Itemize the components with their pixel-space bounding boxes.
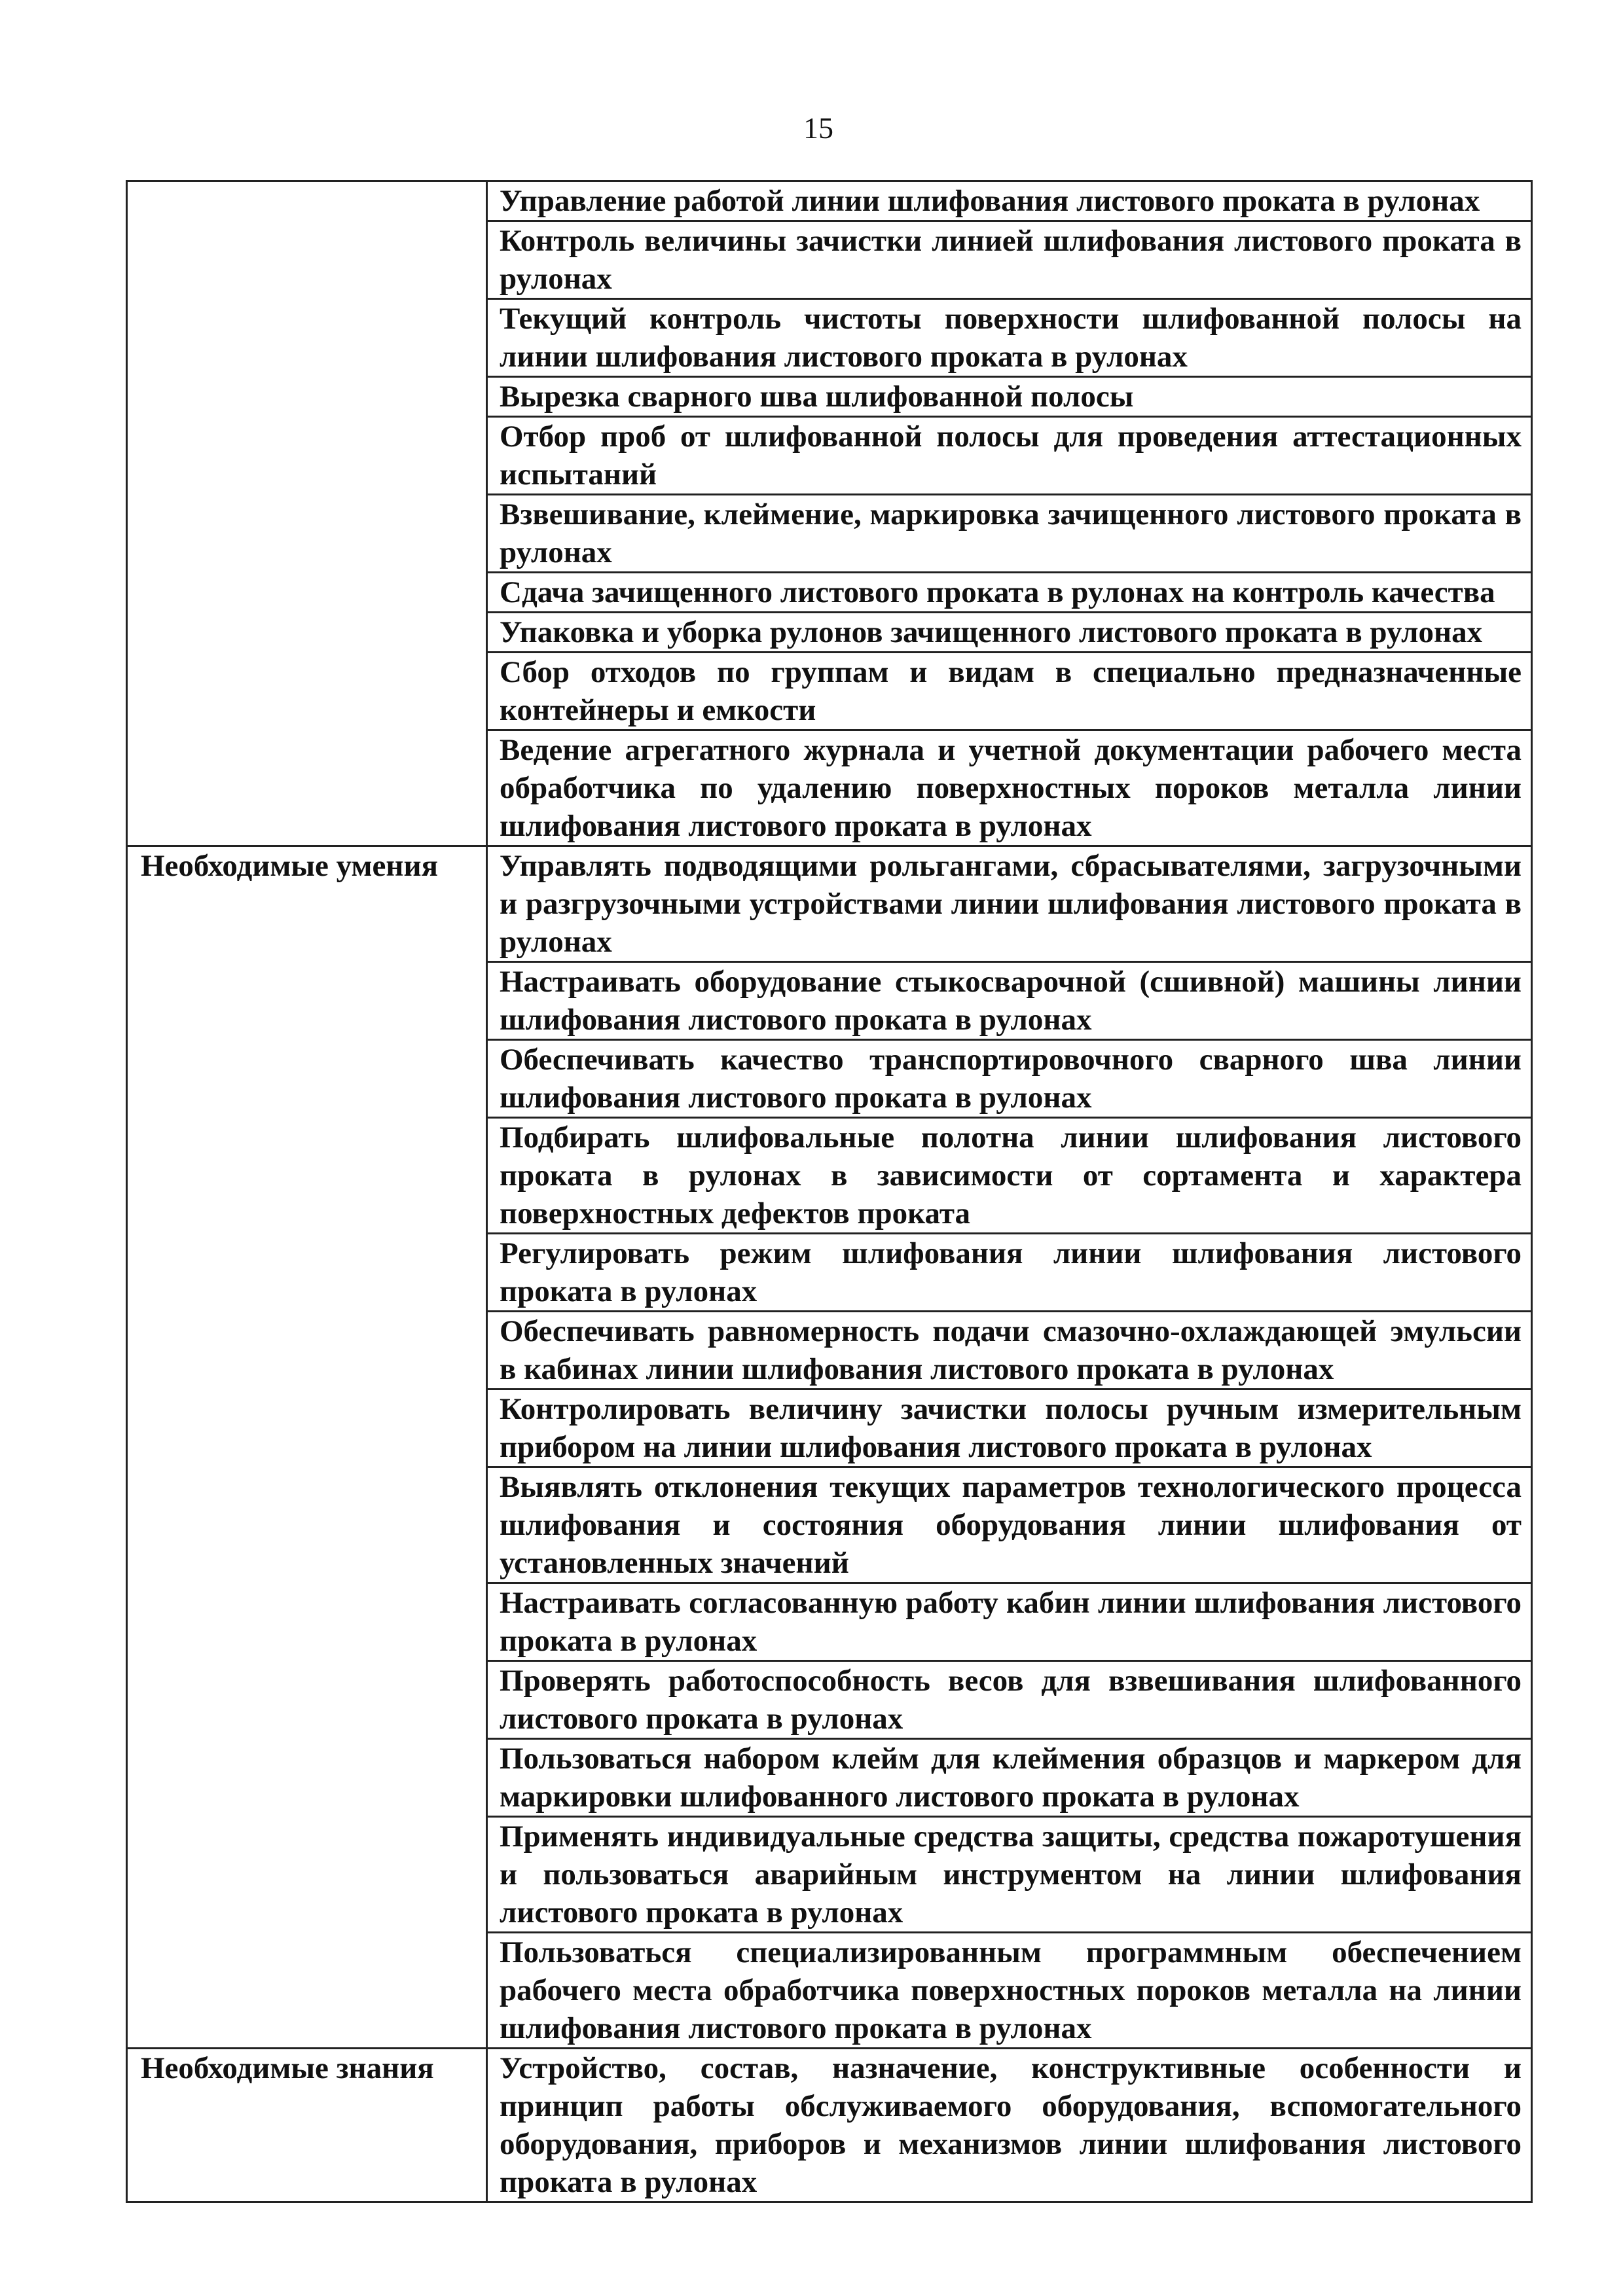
requirement-cell: Сбор отходов по группам и видам в специально предназначенные контейнеры и емкости — [487, 653, 1532, 730]
requirement-cell: Контролировать величину зачистки полосы ручным измерительным прибором на линии шлифования листового проката в рулонах — [487, 1390, 1532, 1467]
section-label-cell — [127, 181, 487, 846]
requirement-cell: Контроль величины зачистки линией шлифования листового проката в рулонах — [487, 221, 1532, 299]
requirement-cell: Вырезка сварного шва шлифованной полосы — [487, 377, 1532, 417]
requirement-cell: Управлять подводящими рольгангами, сбрасывателями, загрузочными и разгрузочными устройствами линии шлифования листового проката в рулонах — [487, 846, 1532, 962]
requirement-cell: Применять индивидуальные средства защиты, средства пожаротушения и пользоваться аварийным инструментом на линии шлифования листового проката в рулонах — [487, 1817, 1532, 1933]
requirement-cell: Обеспечивать качество транспортировочного сварного шва линии шлифования листового проката в рулонах — [487, 1040, 1532, 1118]
requirement-cell: Ведение агрегатного журнала и учетной документации рабочего места обработчика по удалению поверхностных пороков металла линии шлифования листового проката в рулонах — [487, 730, 1532, 846]
specification-table — [126, 180, 1533, 2203]
requirement-cell: Настраивать оборудование стыкосварочной (сшивной) машины линии шлифования листового проката в рулонах — [487, 962, 1532, 1040]
requirement-cell: Отбор проб от шлифованной полосы для проведения аттестационных испытаний — [487, 417, 1532, 495]
table-row — [127, 181, 1532, 221]
specification-table-body — [127, 181, 1532, 2202]
section-label-cell: Необходимые умения — [127, 846, 487, 2049]
requirement-cell: Управление работой линии шлифования листового проката в рулонах — [487, 181, 1532, 221]
requirement-cell: Сдача зачищенного листового проката в рулонах на контроль качества — [487, 573, 1532, 613]
page-number: 15 — [803, 111, 833, 145]
requirement-cell: Выявлять отклонения текущих параметров технологического процесса шлифования и состояния оборудования линии шлифования от установленных значений — [487, 1467, 1532, 1583]
table-row — [127, 846, 1532, 962]
table-row — [127, 2049, 1532, 2202]
section-label-cell: Необходимые знания — [127, 2049, 487, 2202]
requirement-cell: Текущий контроль чистоты поверхности шлифованной полосы на линии шлифования листового проката в рулонах — [487, 299, 1532, 377]
requirement-cell: Подбирать шлифовальные полотна линии шлифования листового проката в рулонах в зависимости от сортамента и характера поверхностных дефектов проката — [487, 1118, 1532, 1234]
requirement-cell: Взвешивание, клеймение, маркировка зачищенного листового проката в рулонах — [487, 495, 1532, 573]
requirement-cell: Пользоваться набором клейм для клеймения образцов и маркером для маркировки шлифованного листового проката в рулонах — [487, 1739, 1532, 1817]
requirement-cell: Устройство, состав, назначение, конструктивные особенности и принцип работы обслуживаемого оборудования, вспомогательного оборудования, приборов и механизмов линии шлифования листового проката в рулонах — [487, 2049, 1532, 2202]
requirement-cell: Обеспечивать равномерность подачи смазочно-охлаждающей эмульсии в кабинах линии шлифования листового проката в рулонах — [487, 1312, 1532, 1390]
requirement-cell: Упаковка и уборка рулонов зачищенного листового проката в рулонах — [487, 613, 1532, 653]
requirement-cell: Проверять работоспособность весов для взвешивания шлифованного листового проката в рулонах — [487, 1661, 1532, 1739]
requirement-cell: Регулировать режим шлифования линии шлифования листового проката в рулонах — [487, 1234, 1532, 1312]
requirement-cell: Пользоваться специализированным программным обеспечением рабочего места обработчика поверхностных пороков металла на линии шлифования листового проката в рулонах — [487, 1933, 1532, 2049]
requirement-cell: Настраивать согласованную работу кабин линии шлифования листового проката в рулонах — [487, 1583, 1532, 1661]
